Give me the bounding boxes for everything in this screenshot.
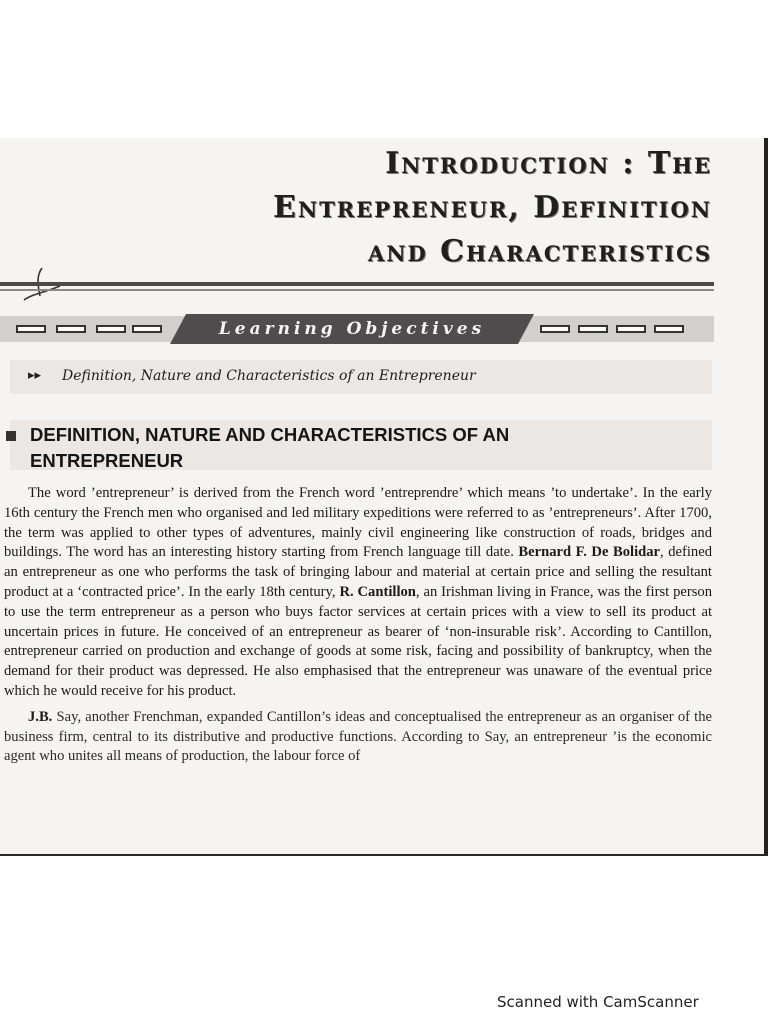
paragraph (4, 484, 712, 702)
bold-name: J.B. (28, 708, 53, 725)
band-dash-decoration (132, 325, 162, 333)
pen-scribble-mark (22, 266, 62, 306)
band-dash-decoration (96, 325, 126, 333)
chapter-title-line-1: Introduction : The (385, 146, 712, 181)
chapter-title-line-3: and Characteristics (367, 234, 712, 269)
bold-name: R. Cantillon (339, 583, 416, 600)
title-underline-thin (0, 289, 714, 291)
paragraph-text: Say, another Frenchman, expanded Cantillon’s ideas and conceptualised the entrepreneur as an organiser of the business firm, central to its distributive and productive functions. According to Say, an entrepreneur ’is the economic agent who unites all means of production, the labour force of (4, 708, 712, 765)
paragraph-text: , defined an entrepreneur as one who performs the task of bringing labour and material at certain price and selling the resultant product at a ‘contracted price’. In the early 18th century, (4, 544, 712, 600)
scanned-page (0, 138, 768, 854)
section-heading (30, 422, 590, 474)
chapter-title-line-2: Entrepreneur, Definition (273, 190, 712, 225)
band-dash-decoration (16, 325, 46, 333)
double-arrow-bullet-icon: ▸▸ (28, 368, 42, 383)
scanner-watermark: Scanned with CamScanner (497, 993, 699, 1011)
band-dash-decoration (540, 325, 570, 333)
section-heading-line-2: ENTREPRENEUR (30, 450, 184, 471)
paragraph (4, 708, 712, 767)
band-dash-decoration (654, 325, 684, 333)
learning-objectives-label: Learning Objectives (218, 319, 486, 339)
square-bullet-icon (6, 431, 16, 441)
chapter-title (32, 142, 712, 274)
section-heading-line-1: DEFINITION, NATURE AND CHARACTERISTICS OF AN (30, 424, 510, 445)
paragraph-text: The word ’entrepreneur’ is derived from the French word ’entreprendre’ which means ’to undertake’. In the early 16th century the French men who organised and led military expeditions were referred to as ’entrepreneurs’. After 1700, the term was applied to other types of adventures, mainly civil engineering like construction of roads, bridges and buildings. The word has an interesting history starting from French language till date. (4, 485, 712, 561)
body-text (4, 484, 712, 767)
title-underline-thick (0, 282, 714, 286)
band-dash-decoration (616, 325, 646, 333)
bold-name: Bernard F. De Bolidar (518, 544, 661, 561)
page-edge-shadow (764, 138, 768, 854)
band-dash-decoration (56, 325, 86, 333)
objective-item: Definition, Nature and Characteristics of an Entrepreneur (62, 368, 476, 384)
band-dash-decoration (578, 325, 608, 333)
paragraph-text: , an Irishman living in France, was the first person to use the term entrepreneur as a person who buys factor services at certain prices with a view to sell its product at uncertain prices in future. He conceived of an entrepreneur as bearer of ‘non-insurable risk’. According to Cantillon, entrepreneur carried on production and exchange of goods at some risk, facing and possibility of bankruptcy, when the demand for their product was depressed. He also emphasised that the entrepreneur was unaware of the eventual price which he would receive for his product. (4, 583, 712, 699)
